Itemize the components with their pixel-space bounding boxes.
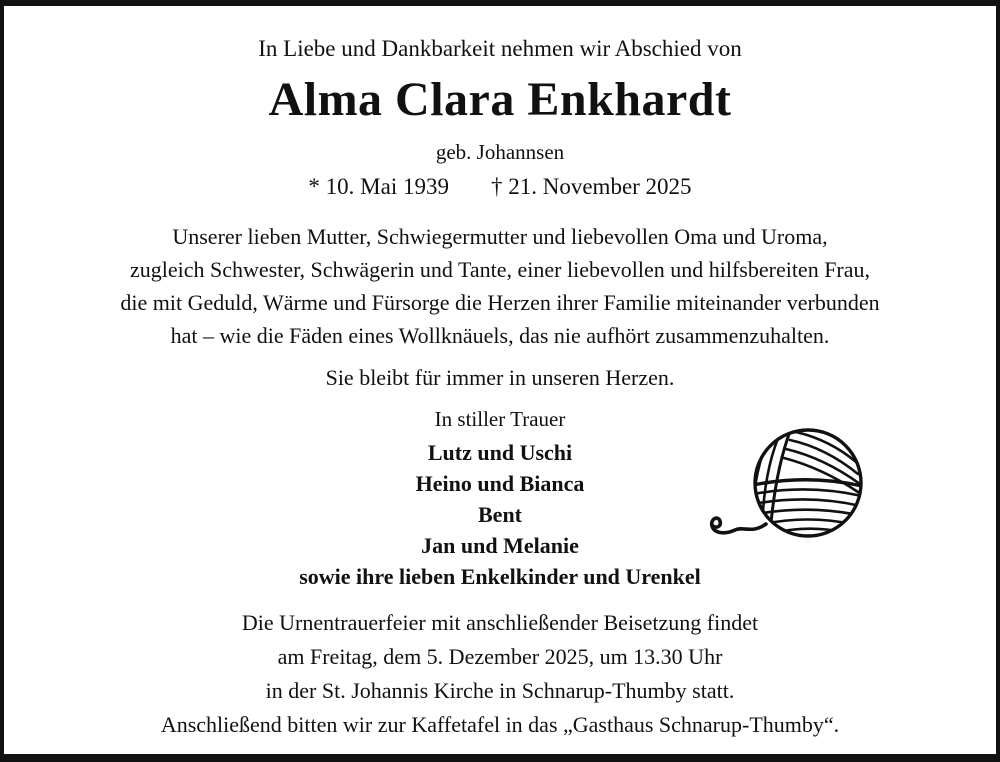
service-line: Die Urnentrauerfeier mit anschließender Beisetzung findet: [241, 610, 759, 635]
intro-line: In Liebe und Dankbarkeit nehmen wir Abschied von: [258, 36, 742, 61]
service-line: in der St. Johannis Kirche in Schnarup-Thumby statt.: [265, 678, 735, 703]
tribute-paragraph: [4, 220, 996, 352]
death-date: † 21. November 2025: [490, 174, 692, 199]
tribute-line: hat – wie die Fäden eines Wollknäuels, das nie aufhört zusammenzuhalten.: [170, 323, 830, 348]
deceased-name: Alma Clara Enkhardt: [268, 73, 732, 126]
tribute-line: die mit Geduld, Wärme und Fürsorge die Herzen ihrer Familie miteinander verbunden: [120, 290, 880, 315]
service-info: [4, 606, 996, 742]
mourner-line: Bent: [478, 502, 522, 527]
closing-sentence: Sie bleibt für immer in unseren Herzen.: [325, 365, 675, 390]
tribute-line: Unserer lieben Mutter, Schwiegermutter und liebevollen Oma und Uroma,: [172, 224, 828, 249]
tribute-line: zugleich Schwester, Schwägerin und Tante, einer liebevollen und hilfsbereiten Frau,: [129, 257, 871, 282]
mourning-intro: In stiller Trauer: [434, 407, 566, 431]
service-line: am Freitag, dem 5. Dezember 2025, um 13.30 Uhr: [277, 644, 723, 669]
mourner-line: sowie ihre lieben Enkelkinder und Urenkel: [299, 564, 701, 589]
life-dates: [4, 172, 996, 202]
mourner-line: Heino und Bianca: [415, 471, 585, 496]
birth-date: * 10. Mai 1939: [308, 174, 449, 199]
mourner-line: Lutz und Uschi: [427, 440, 573, 465]
mourner-line: Jan und Melanie: [421, 533, 579, 558]
yarn-ball-icon: [702, 416, 872, 550]
service-line: Anschließend bitten wir zur Kaffetafel in das „Gasthaus Schnarup-Thumby“.: [160, 712, 840, 737]
maiden-name: geb. Johannsen: [435, 140, 565, 164]
